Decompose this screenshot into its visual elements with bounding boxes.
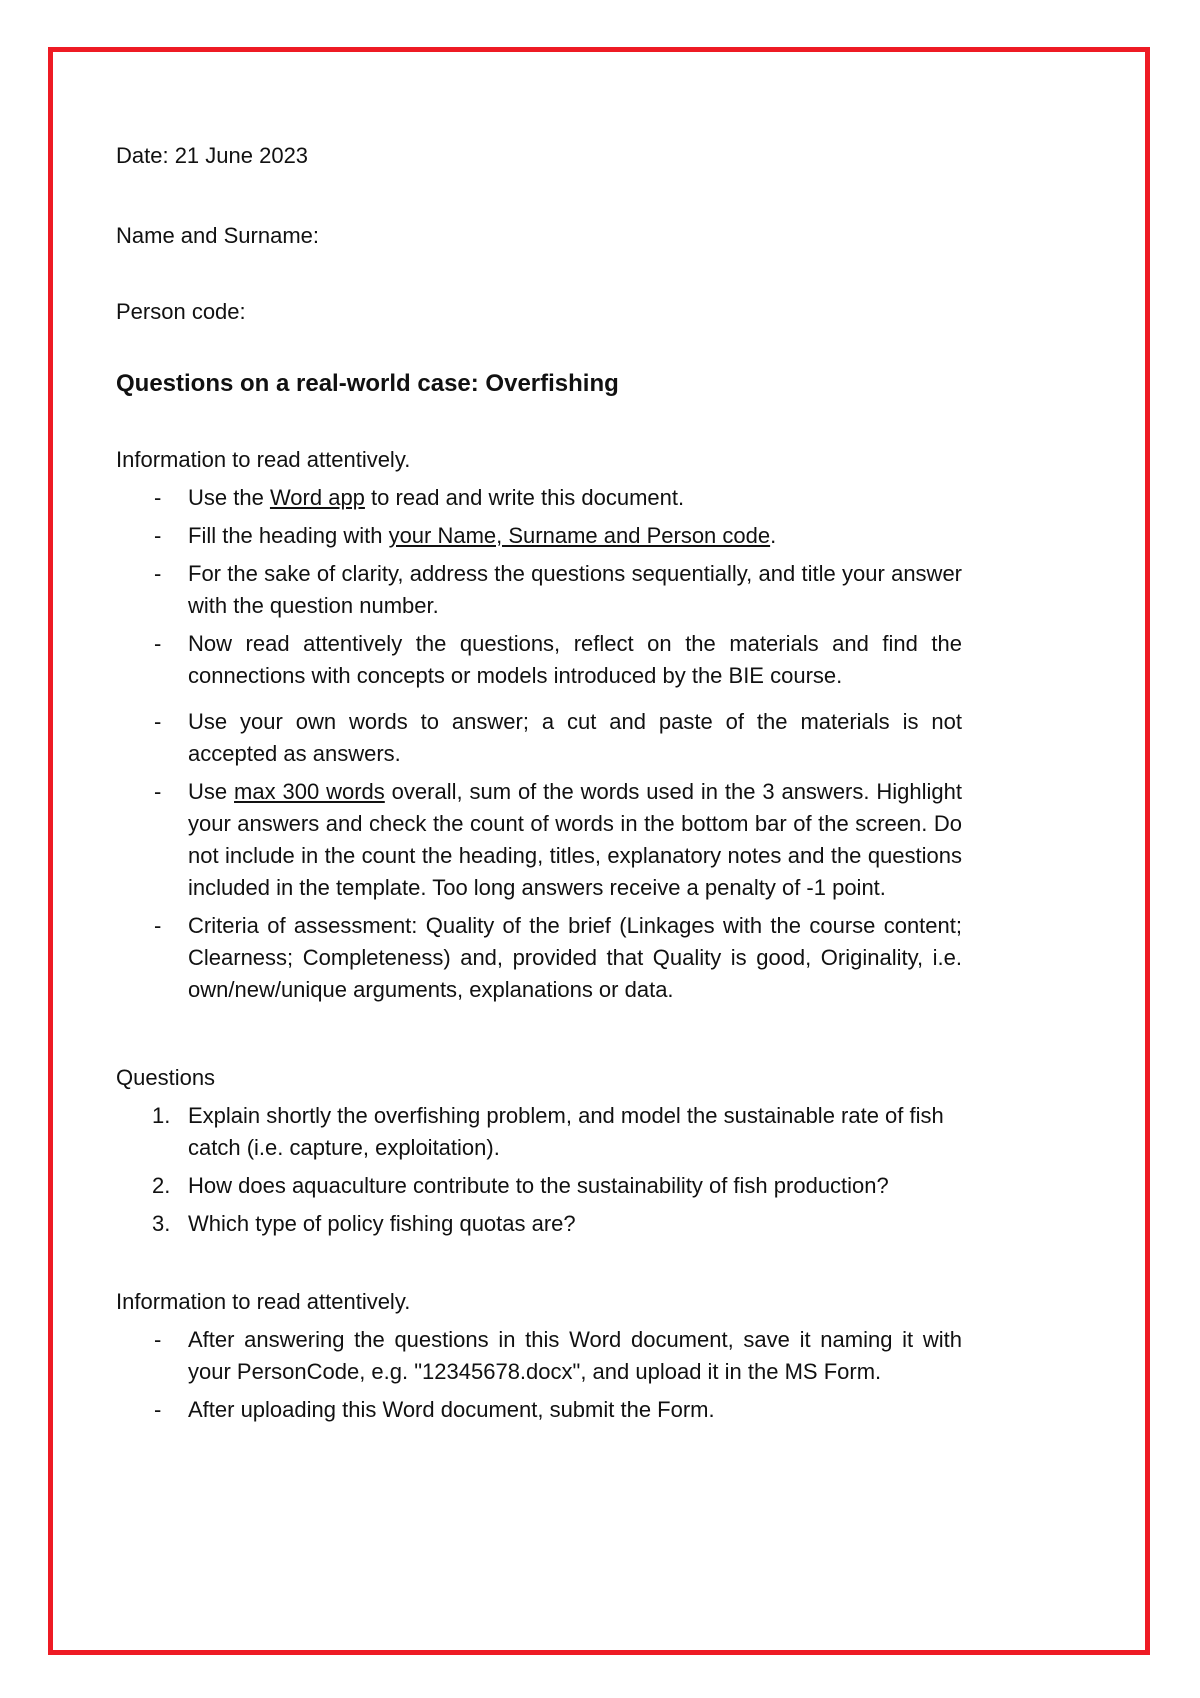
list-item: - For the sake of clarity, address the questions sequentially, and title your answer with the question number. (116, 558, 962, 622)
list-item: - Fill the heading with your Name, Surname and Person code. (116, 520, 962, 552)
question-item (116, 1208, 962, 1240)
dash-bullet: - (154, 631, 162, 656)
info-list-1 (116, 482, 962, 1006)
dash-bullet: - (154, 779, 162, 804)
question-number: 2. (152, 1173, 171, 1198)
dash-bullet: - (154, 1397, 162, 1422)
dash-bullet: - (154, 485, 162, 510)
info-label-1: Information to read attentively. (116, 447, 411, 472)
name-surname-field: Name and Surname: (116, 223, 319, 248)
list-item: - After uploading this Word document, submit the Form. (116, 1394, 962, 1426)
questions-list (116, 1100, 962, 1240)
dash-bullet: - (154, 709, 162, 734)
document-title: Questions on a real-world case: Overfishing (116, 370, 619, 397)
info-list-2 (116, 1324, 962, 1426)
info-label-2: Information to read attentively. (116, 1289, 411, 1314)
questions-label: Questions (116, 1065, 216, 1090)
list-item: - Use your own words to answer; a cut and paste of the materials is not accepted as answers. (116, 706, 962, 770)
question-text: Which type of policy fishing quotas are? (188, 1211, 576, 1236)
dash-bullet: - (154, 523, 162, 548)
dash-bullet: - (154, 1327, 162, 1352)
question-number: 3. (152, 1211, 171, 1236)
question-item (116, 1100, 962, 1164)
question-item (116, 1170, 962, 1202)
date-line: Date: 21 June 2023 (116, 143, 309, 168)
max-words-underline: max 300 words (234, 779, 385, 804)
list-item: - Now read attentively the questions, reflect on the materials and find the connections with concepts or models introduced by the BIE course. (116, 628, 962, 692)
word-app-link: Word app (269, 485, 365, 510)
list-item: - Criteria of assessment: Quality of the brief (Linkages with the course content; Clearness; Completeness) and, provided that Quality is good, Originality, i.e. own/new/unique arguments, explanations or data. (116, 910, 962, 1006)
question-number: 1. (152, 1103, 171, 1128)
list-item: - After answering the questions in this Word document, save it naming it with your PersonCode, e.g. "12345678.docx", and upload it in the MS Form. (116, 1324, 962, 1388)
list-item: - Use the Word app to read and write this document. (116, 482, 962, 514)
person-code-field: Person code: (116, 299, 246, 324)
dash-bullet: - (154, 913, 162, 938)
document-body (116, 140, 962, 1432)
question-text: Explain shortly the overfishing problem, and model the sustainable rate of fish catch (i.e. capture, exploitation). (188, 1103, 944, 1160)
question-text: How does aquaculture contribute to the sustainability of fish production? (188, 1173, 889, 1198)
dash-bullet: - (154, 561, 162, 586)
name-code-underline: your Name, Surname and Person code (388, 523, 771, 548)
list-item: - Use max 300 words overall, sum of the words used in the 3 answers. Highlight your answers and check the count of words in the bottom bar of the screen. Do not include in the count the heading, titles, explanatory notes and the questions included in the template. Too long answers receive a penalty of -1 point. (116, 776, 962, 904)
